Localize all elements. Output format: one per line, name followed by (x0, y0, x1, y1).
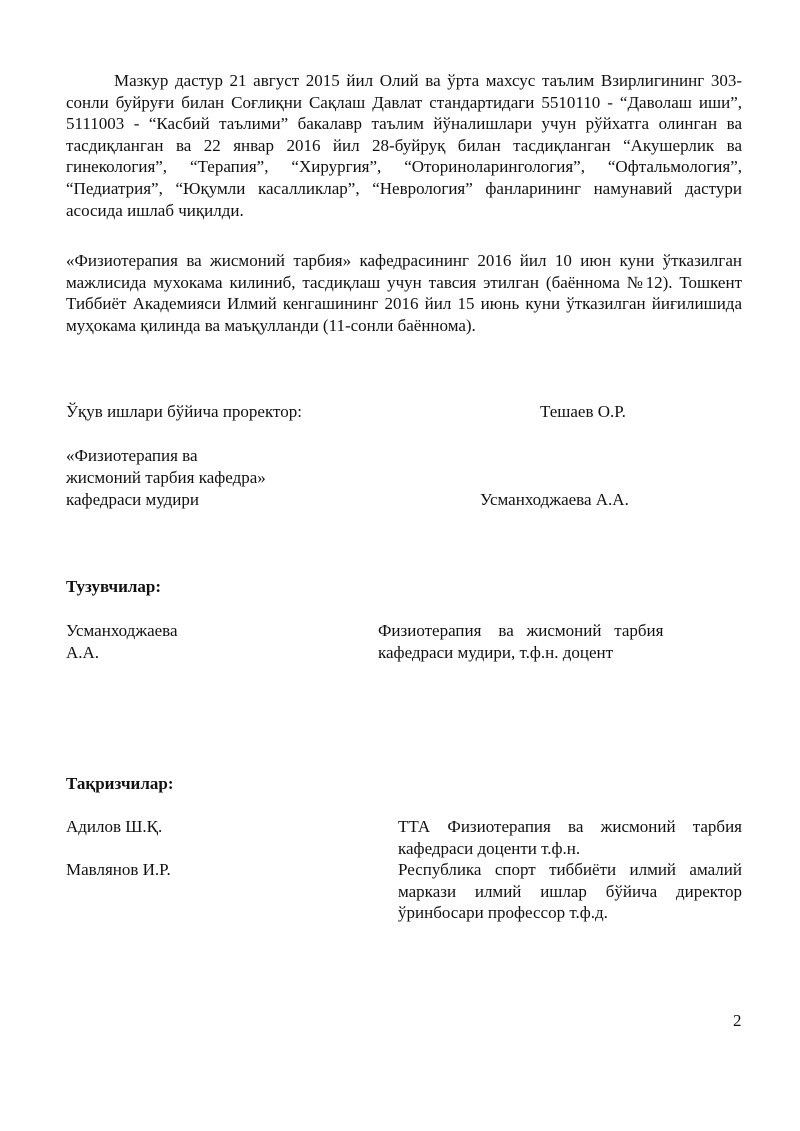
intro-paragraph-approval: Мазкур дастур 21 август 2015 йил Олий ва ўрта махсус таълим Взирлигининг 303-сонли буйруғи билан Соғлиқни Сақлаш Давлат стандартидаги 5510110 - “Даволаш иши”, 5111003 - “Касбий таълими” бакалавр таълим йўналишлари учун рўйхатга олинган ва тасдиқланган ва 22 январ 2016 йил 28-буйруқ билан тасдиқланган “Акушерлик ва гинекология”, “Терапия”, “Хирургия”, “Оториноларингология”, “Офтальмология”, “Педиатрия”, “Юқумли касалликлар”, “Неврология” фанларининг намунавий дастури асосида ишлаб чиқилди. (66, 71, 742, 220)
prorector-name: Тешаев О.Р. (540, 402, 626, 421)
department-head-name: Усманходжаева А.А. (480, 490, 629, 509)
compilers-heading: Тузувчилар: (66, 577, 162, 596)
reviewer-name: Адилов Ш.Қ. (66, 817, 163, 836)
compiler-name-line1: Усманходжаева (66, 621, 178, 640)
department-head-role-line3: кафедраси мудири (66, 490, 200, 509)
prorector-role: Ўқув ишлари бўйича проректор: (66, 402, 302, 421)
department-head-role-line1: «Физиотерапия ва (66, 446, 198, 465)
compiler-position-line2: кафедраси мудири, т.ф.н. доцент (378, 643, 614, 662)
compiler-position-line1: Физиотерапия ва жисмоний тарбия (378, 621, 664, 640)
page-number: 2 (733, 1011, 742, 1030)
reviewers-heading: Тақризчилар: (66, 774, 174, 793)
reviewer-position: ТТА Физиотерапия ва жисмоний тарбия кафедраси доценти т.ф.н. (398, 817, 742, 858)
intro-paragraph-discussion: «Физиотерапия ва жисмоний тарбия» кафедрасининг 2016 йил 10 июн куни ўтказилган мажлисида мухокама килиниб, тасдиқлаш учун тавсия этилган (баённома №12). Тошкент Тиббиёт Академияси Илмий кенгашининг 2016 йил 15 июнь куни ўтказилган йиғилишида муҳокама қилинда ва маъқулланди (11-сонли баённома). (66, 251, 742, 335)
reviewer-name: Мавлянов И.Р. (66, 860, 171, 879)
reviewer-position: Республика спорт тиббиёти илмий амалий маркази илмий ишлар бўйича директор ўринбосари профессор т.ф.д. (398, 860, 742, 923)
department-head-role-line2: жисмоний тарбия кафедра» (66, 468, 266, 487)
compiler-name-line2: А.А. (66, 643, 100, 662)
